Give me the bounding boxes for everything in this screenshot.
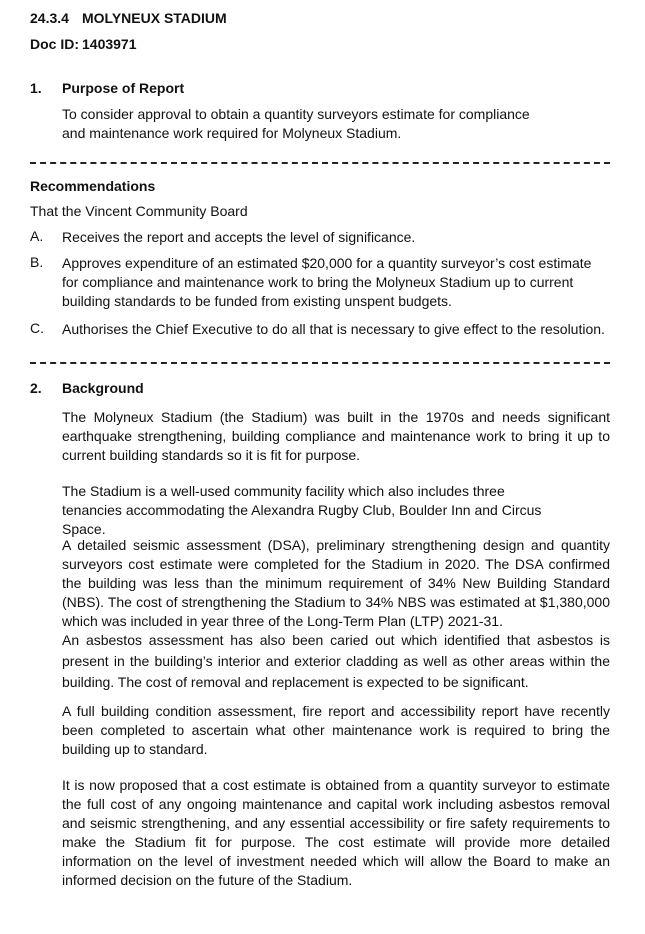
- rec-text: Receives the report and accepts the level of significance.: [62, 229, 416, 245]
- doc-id-label: Doc ID:: [30, 36, 79, 52]
- background-paragraph: It is now proposed that a cost estimate is obtained from a quantity surveyor to estimate the full cost of any ongoing maintenance and capital work including asbestos removal and seismic strengthening, and any essential accessibility or fire safety requirements to make the Stadium fit for purpose. The cost estimate will provide more detailed information on the level of investment needed which will allow the Board to make an informed decision on the future of the Stadium.: [62, 777, 610, 888]
- section-heading-purpose: Purpose of Report: [62, 80, 185, 96]
- rec-letter: B.: [30, 254, 44, 270]
- doc-id: 1403971: [82, 36, 137, 52]
- rec-letter: C.: [30, 320, 44, 336]
- divider: [30, 162, 610, 164]
- divider: [30, 362, 610, 364]
- section-number: 1.: [30, 80, 42, 96]
- rec-text: Approves expenditure of an estimated $20,000 for a quantity surveyor’s cost estimate for compliance and maintenance work to bring the Molyneux Stadium up to current building standards to be funded from existing unspent budgets.: [62, 255, 592, 309]
- background-paragraph: A detailed seismic assessment (DSA), preliminary strengthening design and quantity surveyors cost estimate were completed for the Stadium in 2020. The DSA confirmed the building was less than the minimum requirement of 34% New Building Standard (NBS). The cost of strengthening the Stadium to 34% NBS was estimated at $1,380,000 which was included in year three of the Long-Term Plan (LTP) 2021-31.: [62, 537, 610, 629]
- background-paragraph: A full building condition assessment, fire report and accessibility report have recently been completed to ascertain what other maintenance work is required to bring the building up to standard.: [62, 703, 610, 757]
- page-title: MOLYNEUX STADIUM: [82, 10, 227, 26]
- item-number: 24.3.4: [30, 10, 69, 26]
- rec-letter: A.: [30, 228, 44, 244]
- section-number: 2.: [30, 380, 42, 396]
- background-paragraph: The Molyneux Stadium (the Stadium) was built in the 1970s and needs significant earthquake strengthening, building compliance and maintenance work to bring it up to current building standards so it is fit for purpose.: [62, 409, 610, 463]
- section-heading-background: Background: [62, 380, 144, 396]
- recommendations-heading: Recommendations: [30, 178, 156, 194]
- rec-text: Authorises the Chief Executive to do all that is necessary to give effect to the resolution.: [62, 321, 605, 337]
- recommendations-intro: That the Vincent Community Board: [30, 203, 248, 219]
- background-paragraph: An asbestos assessment has also been caried out which identified that asbestos is present in the building’s interior and exterior cladding as well as other areas within the building. The cost of removal and replacement is expected to be significant.: [62, 632, 610, 690]
- purpose-text: To consider approval to obtain a quantity surveyors estimate for compliance and maintenance work required for Molyneux Stadium.: [62, 106, 530, 141]
- background-paragraph: The Stadium is a well-used community facility which also includes three tenancies accommodating the Alexandra Rugby Club, Boulder Inn and Circus Space.: [62, 483, 542, 537]
